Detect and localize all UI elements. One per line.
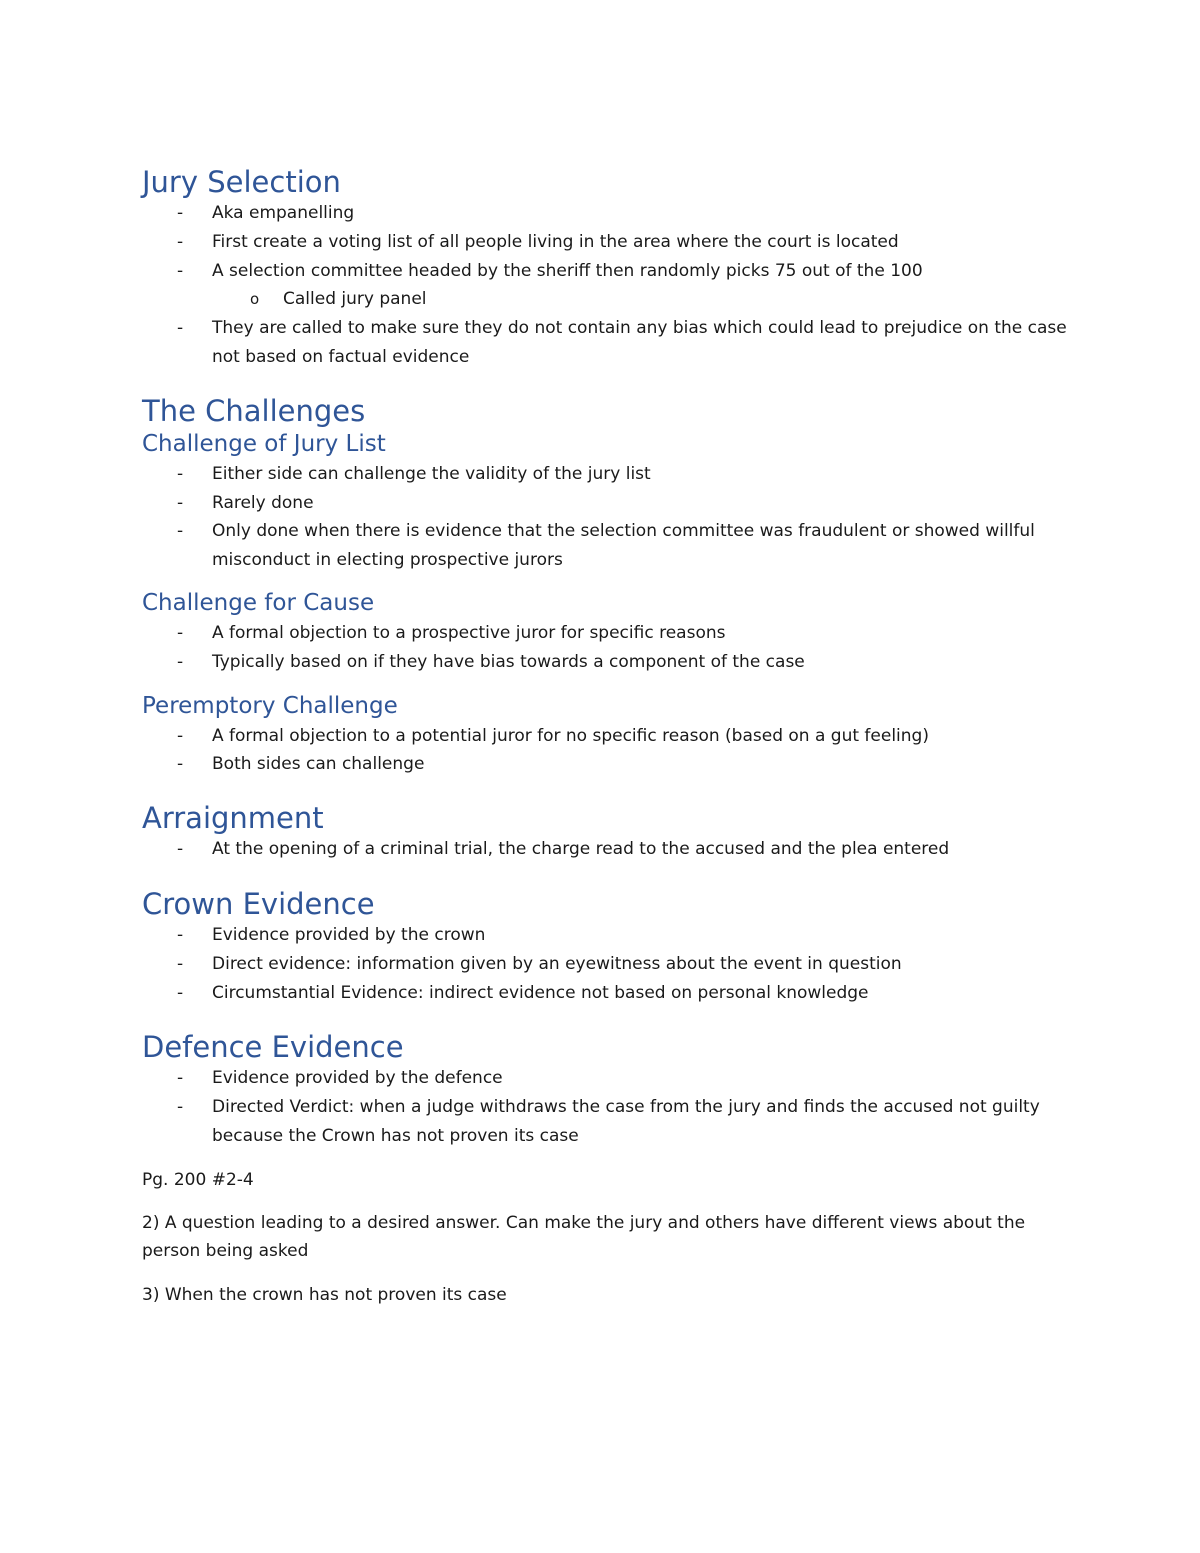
heading-jury-selection: Jury Selection [142,165,341,199]
homework-answer-2: 2) A question leading to a desired answer. Can make the jury and others have different views about the person being asked [142,1212,1026,1262]
document-page [142,162,1072,1310]
list-item: - First create a voting list of all people living in the area where the court is located [142,228,1072,257]
list-item: - Either side can challenge the validity of the jury list [142,460,1072,489]
list-item: - They are called to make sure they do not contain any bias which could lead to prejudice on the case not based on factual evidence [142,314,1072,372]
peremptory-challenge-list [142,722,1072,780]
dash-marker: - [177,492,184,513]
list-item: - Evidence provided by the defence [142,1064,1072,1093]
list-item: - Rarely done [142,489,1072,518]
heading-peremptory-challenge: Peremptory Challenge [142,692,398,719]
list-item: - Evidence provided by the crown [142,921,1072,950]
dash-marker: - [177,318,184,339]
heading-defence-evidence: Defence Evidence [142,1030,404,1065]
dash-marker: - [177,725,184,746]
list-item: - Only done when there is evidence that the selection committee was fraudulent or showed willful misconduct in electing prospective jurors [142,517,1072,575]
list-item: - Circumstantial Evidence: indirect evidence not based on personal knowledge [142,979,1072,1008]
list-item: - Aka empanelling [142,199,1072,228]
jury-list-challenge-list [142,460,1072,575]
list-item: - Typically based on if they have bias towards a component of the case [142,648,1072,677]
dash-marker: - [177,622,184,643]
dash-marker: - [177,982,184,1003]
heading-challenge-of-jury-list: Challenge of Jury List [142,430,386,457]
dash-marker: - [177,1068,184,1089]
list-item: - Directed Verdict: when a judge withdraws the case from the jury and finds the accused not guilty because the Crown has not proven its case [142,1093,1072,1151]
defence-evidence-list [142,1064,1072,1150]
jury-selection-list [142,199,1072,372]
dash-marker: - [177,260,184,281]
heading-challenge-for-cause: Challenge for Cause [142,589,375,616]
dash-marker: - [177,924,184,945]
list-item: - A formal objection to a potential juror for no specific reason (based on a gut feeling) [142,722,1072,751]
homework-reference: Pg. 200 #2-4 [142,1169,254,1190]
circle-marker: o [250,290,260,309]
jury-selection-sublist [212,285,1072,314]
list-item: - A formal objection to a prospective juror for specific reasons [142,619,1072,648]
dash-marker: - [177,839,184,860]
dash-marker: - [177,203,184,223]
sub-list-item: o Called jury panel [212,285,1072,314]
heading-the-challenges: The Challenges [142,393,366,428]
challenge-for-cause-list [142,619,1072,677]
list-item: - At the opening of a criminal trial, the charge read to the accused and the plea entered [142,835,1072,864]
list-item: - Direct evidence: information given by an eyewitness about the event in question [142,950,1072,979]
dash-marker: - [177,521,184,542]
list-item: - Both sides can challenge [142,750,1072,779]
homework-answer-3: 3) When the crown has not proven its case [142,1285,507,1306]
crown-evidence-list [142,921,1072,1007]
heading-crown-evidence: Crown Evidence [142,886,375,921]
dash-marker: - [177,754,184,775]
heading-arraignment: Arraignment [142,801,324,836]
arraignment-list [142,835,1072,864]
dash-marker: - [177,953,184,974]
dash-marker: - [177,463,184,484]
list-item: - A selection committee headed by the sheriff then randomly picks 75 out of the 100 o Called jury panel [142,257,1072,315]
dash-marker: - [177,1097,184,1118]
dash-marker: - [177,231,184,252]
dash-marker: - [177,651,184,672]
